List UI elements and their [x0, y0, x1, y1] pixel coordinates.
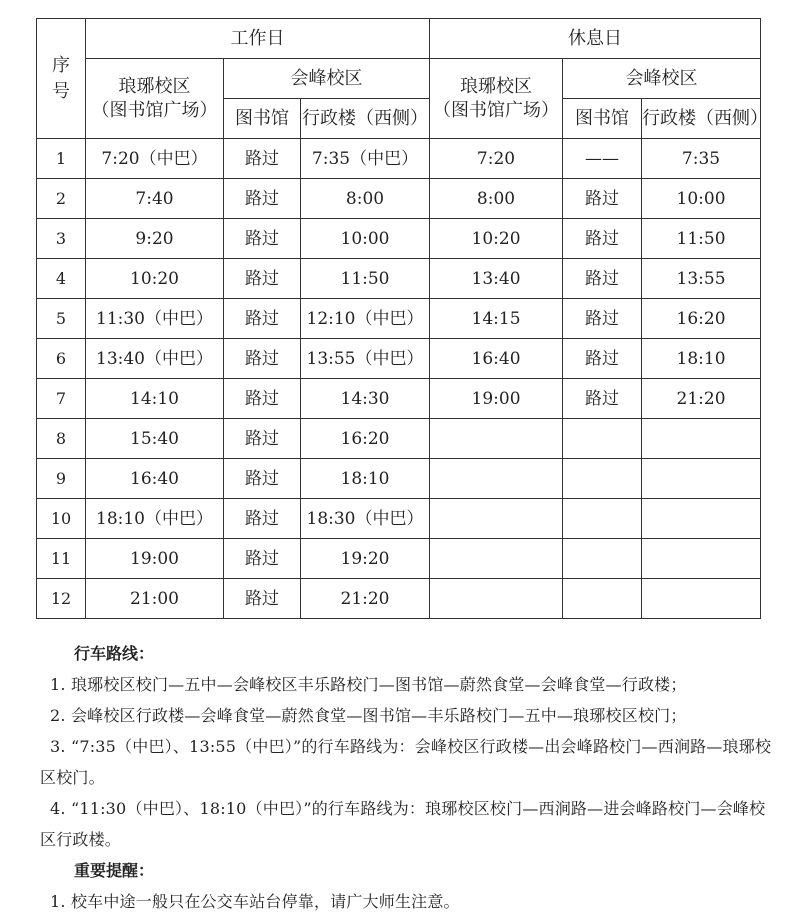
- restday-library-time: 路过: [563, 379, 642, 419]
- table-row: [37, 579, 761, 619]
- bus-schedule-table: [36, 18, 769, 619]
- restday-library-time: 路过: [563, 259, 642, 299]
- route-item: 4. “11:30（中巴）、18:10（中巴）”的行车路线为：琅琊校区校门—西涧路—进会峰路校门—会峰校区行政楼。: [40, 799, 766, 849]
- workday-header: 工作日: [86, 19, 430, 59]
- workday-library-time: 路过: [224, 539, 301, 579]
- langya-stop-label: （图书馆广场）: [91, 99, 218, 121]
- workday-admin-time: 7:35（中巴）: [301, 139, 430, 179]
- route-item: 1. 琅琊校区校门—五中—会峰校区丰乐路校门—图书馆—蔚然食堂—会峰食堂—行政楼；: [50, 675, 687, 694]
- langya-campus-label: 琅琊校区: [118, 75, 191, 97]
- restday-langya-time: [430, 419, 563, 459]
- workday-library-time: 路过: [224, 299, 301, 339]
- restday-admin-time: 21:20: [642, 379, 761, 419]
- workday-library-time: 路过: [224, 339, 301, 379]
- restday-library-time: [563, 419, 642, 459]
- notes-section: [40, 638, 776, 917]
- workday-library-time: 路过: [224, 579, 301, 619]
- workday-library-time: 路过: [224, 499, 301, 539]
- restday-langya-time: 16:40: [430, 339, 563, 379]
- route-item: 3. “7:35（中巴）、13:55（中巴）”的行车路线为：会峰校区行政楼—出会峰路校门—西涧路—琅琊校区校门。: [40, 737, 772, 787]
- workday-langya-time: 18:10（中巴）: [86, 499, 224, 539]
- workday-admin-time: 21:20: [301, 579, 430, 619]
- workday-admin-time: 18:30（中巴）: [301, 499, 430, 539]
- restday-admin-time: 11:50: [642, 219, 761, 259]
- workday-langya-header: [86, 59, 224, 139]
- restday-langya-time: 10:20: [430, 219, 563, 259]
- restday-langya-time: 7:20: [430, 139, 563, 179]
- workday-admin-time: 12:10（中巴）: [301, 299, 430, 339]
- workday-admin-time: 11:50: [301, 259, 430, 299]
- restday-admin-header: 行政楼（西侧）: [642, 99, 761, 139]
- restday-langya-time: [430, 459, 563, 499]
- workday-library-time: 路过: [224, 379, 301, 419]
- restday-admin-time: [642, 419, 761, 459]
- workday-library-time: 路过: [224, 219, 301, 259]
- restday-admin-time: 18:10: [642, 339, 761, 379]
- table-row: [37, 539, 761, 579]
- restday-admin-time: 10:00: [642, 179, 761, 219]
- workday-library-time: 路过: [224, 139, 301, 179]
- restday-admin-time: 16:20: [642, 299, 761, 339]
- restday-admin-time: [642, 539, 761, 579]
- table-row: [37, 379, 761, 419]
- restday-library-time: [563, 579, 642, 619]
- restday-langya-header: [430, 59, 563, 139]
- restday-library-time: 路过: [563, 219, 642, 259]
- workday-admin-time: 14:30: [301, 379, 430, 419]
- table-row: [37, 499, 761, 539]
- workday-library-time: 路过: [224, 419, 301, 459]
- restday-library-time: [563, 459, 642, 499]
- workday-admin-time: 18:10: [301, 459, 430, 499]
- restday-langya-time: 13:40: [430, 259, 563, 299]
- restday-langya-time: [430, 539, 563, 579]
- workday-huifeng-header: 会峰校区: [224, 59, 430, 99]
- restday-header: 休息日: [430, 19, 761, 59]
- seq-cell: 11: [37, 539, 86, 579]
- table-row: [37, 179, 761, 219]
- workday-library-header: 图书馆: [224, 99, 301, 139]
- seq-cell: 12: [37, 579, 86, 619]
- seq-cell: 4: [37, 259, 86, 299]
- workday-admin-time: 19:20: [301, 539, 430, 579]
- workday-admin-header: 行政楼（西侧）: [301, 99, 430, 139]
- langya-campus-label: 琅琊校区: [460, 75, 533, 97]
- workday-langya-time: 10:20: [86, 259, 224, 299]
- restday-library-time: [563, 539, 642, 579]
- seq-cell: 1: [37, 139, 86, 179]
- workday-langya-time: 13:40（中巴）: [86, 339, 224, 379]
- restday-langya-time: 8:00: [430, 179, 563, 219]
- restday-langya-time: [430, 499, 563, 539]
- restday-admin-time: 13:55: [642, 259, 761, 299]
- table-row: [37, 139, 761, 179]
- workday-langya-time: 7:20（中巴）: [86, 139, 224, 179]
- restday-admin-time: [642, 499, 761, 539]
- workday-langya-time: 21:00: [86, 579, 224, 619]
- restday-langya-time: 19:00: [430, 379, 563, 419]
- workday-library-time: 路过: [224, 259, 301, 299]
- langya-stop-label: （图书馆广场）: [433, 99, 560, 121]
- workday-admin-time: 16:20: [301, 419, 430, 459]
- workday-langya-time: 11:30（中巴）: [86, 299, 224, 339]
- workday-admin-time: 13:55（中巴）: [301, 339, 430, 379]
- seq-cell: 7: [37, 379, 86, 419]
- workday-langya-time: 7:40: [86, 179, 224, 219]
- restday-langya-time: 14:15: [430, 299, 563, 339]
- workday-langya-time: 16:40: [86, 459, 224, 499]
- restday-admin-time: [642, 579, 761, 619]
- table-row: [37, 419, 761, 459]
- seq-cell: 8: [37, 419, 86, 459]
- restday-huifeng-header: 会峰校区: [563, 59, 761, 99]
- restday-library-time: 路过: [563, 339, 642, 379]
- routes-title: 行车路线：: [74, 644, 155, 663]
- seq-cell: 6: [37, 339, 86, 379]
- route-item: 2. 会峰校区行政楼—会峰食堂—蔚然食堂—图书馆—丰乐路校门—五中—琅琊校区校门；: [50, 706, 687, 725]
- workday-langya-time: 14:10: [86, 379, 224, 419]
- restday-library-time: 路过: [563, 179, 642, 219]
- restday-library-time: 路过: [563, 299, 642, 339]
- seq-cell: 5: [37, 299, 86, 339]
- workday-library-time: 路过: [224, 459, 301, 499]
- table-row: [37, 339, 761, 379]
- restday-library-time: [563, 499, 642, 539]
- reminder-item: 1. 校车中途一般只在公交车站台停靠，请广大师生注意。: [50, 892, 460, 911]
- restday-langya-time: [430, 579, 563, 619]
- restday-library-header: 图书馆: [563, 99, 642, 139]
- table-row: [37, 459, 761, 499]
- workday-langya-time: 19:00: [86, 539, 224, 579]
- table-row: [37, 219, 761, 259]
- table-row: [37, 259, 761, 299]
- workday-library-time: 路过: [224, 179, 301, 219]
- restday-library-time: ——: [563, 139, 642, 179]
- workday-admin-time: 10:00: [301, 219, 430, 259]
- workday-langya-time: 9:20: [86, 219, 224, 259]
- seq-cell: 9: [37, 459, 86, 499]
- seq-cell: 10: [37, 499, 86, 539]
- table-row: [37, 299, 761, 339]
- restday-admin-time: [642, 459, 761, 499]
- workday-admin-time: 8:00: [301, 179, 430, 219]
- workday-langya-time: 15:40: [86, 419, 224, 459]
- seq-header: 序号: [37, 19, 86, 139]
- seq-cell: 3: [37, 219, 86, 259]
- reminder-title: 重要提醒：: [74, 861, 155, 880]
- restday-admin-time: 7:35: [642, 139, 761, 179]
- seq-cell: 2: [37, 179, 86, 219]
